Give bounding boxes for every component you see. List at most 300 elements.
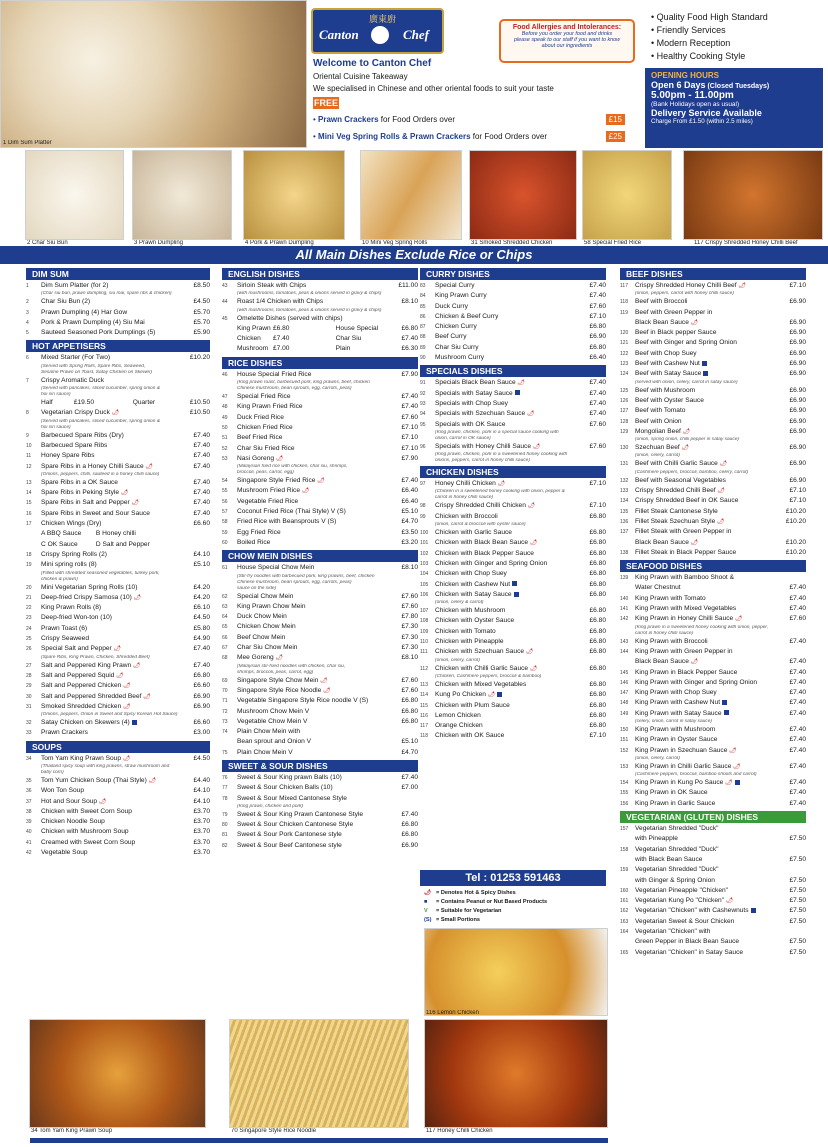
photo-honey-chilli-beef [683,150,823,240]
item-name [41,308,176,318]
item-number: 23 [26,615,32,622]
item-name-text: Spare Ribs in Sweet and Sour Sauce [41,509,150,517]
item-number: 154 [620,780,629,787]
item-name [237,592,384,602]
item-price: £7.40 [789,699,806,707]
item-price: £7.50 [789,855,806,863]
item-name [435,721,572,731]
item-name [41,441,176,451]
item-name-text: Vegetarian Kung Po "Chicken" [635,897,724,905]
menu-item [620,459,806,469]
photo-caption: 117 Honey Chilli Chicken [426,1128,493,1134]
item-price: £7.40 [589,282,606,289]
item-price: £6.90 [789,329,806,337]
photo-caption: 34 Tom Yam King Prawn Soup [31,1128,113,1134]
menu-item [26,848,210,858]
menu-item [620,834,806,844]
menu-item [620,927,806,937]
item-name [635,637,772,647]
item-name [635,657,772,667]
item-number: 77 [222,785,228,792]
item-number: 9 [26,432,29,439]
nut-icon [515,390,520,395]
item-name-text: Duck Fried Rice [237,413,284,421]
menu-item [222,643,418,653]
item-price: £7.50 [789,876,806,884]
item-name-text: Singapore Style Chow Mein [237,676,319,684]
item-name-text: King Prawn with Mixed Vegetables [635,605,737,613]
bullet-icon: • [651,51,657,61]
item-price: £6.80 [589,529,606,537]
item-name [237,696,384,706]
allergy-line-2: please speak to our staff if you want to know [513,37,621,43]
item-number: 97 [420,481,426,488]
item-number: 81 [222,832,228,839]
item-name [635,778,772,788]
item-number: 27 [26,662,32,669]
menu-item [26,817,210,827]
item-name-text: Chicken & Beef Curry [435,312,499,320]
menu-item [620,657,806,667]
menu-item [26,838,210,848]
item-price: £7.40 [789,637,806,645]
item-price: £6.80 [589,539,606,547]
item-number: 88 [420,334,426,341]
item-number: 96 [420,443,426,450]
item-name-text: Fillet Steak Cantonese Style [635,507,718,515]
dish-description: (celery, onion, carrot in satay sauce) [635,718,712,724]
menu-item [420,616,606,626]
hours-delivery-charge: Charge From £1.50 (within 2.5 miles) [651,118,753,125]
dish-description: hoi sin sauce) [41,392,71,398]
menu-item [222,281,418,291]
item-name-text: Beef with Ginger and Spring Onion [635,339,737,347]
item-name-text: Beef with Seasonal Vegetables [635,476,726,484]
chili-icon: 🌶 [715,488,725,495]
item-name [41,776,176,786]
item-name-text: Chicken with Plum Sauce [435,701,510,709]
item-name [435,690,572,700]
item-name-text: Vegetarian Shredded "Duck" [635,825,719,833]
photo-caption: 2 Char Siu Bun [27,240,68,246]
menu-item [620,604,806,614]
item-name [41,838,176,848]
menu-item [620,297,806,307]
item-name [635,762,772,772]
photo-caption: 117 Crispy Shredded Honey Chilli Beef [694,240,798,246]
item-price: £6.80 [589,722,606,730]
legend [424,889,608,925]
item-price: £6.80 [401,717,418,725]
item-number: 82 [222,842,228,849]
menu-item [26,807,210,817]
item-name [41,817,176,827]
menu-item [26,353,210,363]
menu-item [620,369,806,379]
menu-item [222,297,418,307]
item-number: 120 [620,330,629,337]
item-number: 38 [26,808,32,815]
menu-item [420,721,606,731]
menu-item [26,624,210,634]
bullet-icon: • [313,132,319,141]
item-name [635,647,806,657]
item-number: 104 [420,571,429,578]
item-number: 43 [222,283,228,289]
item-name-text: Sweet & Sour Pork Cantonese style [237,831,342,839]
item-number: 56 [222,498,228,505]
menu-item [26,728,210,738]
item-name-text: Chicken with Garlic Sauce [435,529,512,537]
menu-item [26,297,210,307]
item-name-text: Fried Rice with Beansprouts V (S) [237,518,337,526]
dish-description: (Cashmere peppers, broccoli, bamboo, celery, carrot) [635,469,749,475]
item-name-text: Salt and Peppered Chicken [41,682,122,690]
chili-icon: 🌶 [688,659,699,666]
item-name-text: Sauteed Seasoned Pork Dumplings (5) [41,329,156,337]
item-name-text: Smoked Shredded Chicken [41,702,122,710]
item-name-text: Chicken with Cashew Nut [435,580,511,588]
item-number: 4 [26,319,29,326]
quality-item: • Modern Reception [651,38,731,48]
section-heading: SOUPS [26,741,210,753]
item-number: 12 [26,463,32,470]
item-name-text: Chicken with Broccoli [435,512,498,520]
item-name-text: Sweet & Sour Beef Cantonese style [237,841,342,849]
item-number: 64 [222,614,228,621]
price-options-row [26,529,210,539]
item-price: £7.10 [789,282,806,289]
item-price: £6.80 [589,701,606,709]
nut-icon [724,710,729,715]
menu-item [620,746,806,756]
menu-item [620,573,806,583]
menu-item [620,876,806,886]
item-name-text: Vegetarian Sweet & Sour Chicken [635,917,735,925]
menu-item [222,748,418,758]
item-name [435,512,572,522]
item-name [635,937,772,947]
item-name [635,459,772,469]
dish-description: carrot in honey chilli sauce) [435,495,494,501]
item-name [237,830,384,840]
item-price: £5.80 [193,624,210,632]
item-name-text: Beef with Oyster Sauce [635,396,704,404]
item-name-text: King Prawn in Garlic Sauce [635,799,716,807]
quality-item: • Quality Food High Standard [651,12,768,22]
dish-description: (Served with Spring Rolls, Spare Ribs, Seaweed, [41,363,146,369]
item-number: 29 [26,683,32,690]
item-number: 111 [420,649,428,656]
item-number: 28 [26,672,32,679]
item-name-text: Singapore Style Fried Rice [237,477,316,485]
item-price: £3.00 [193,729,210,737]
menu-item [222,413,418,423]
item-name [41,613,176,623]
item-price: £7.60 [401,592,418,600]
item-name [41,671,176,681]
item-name [635,359,772,369]
item-name-text: Chicken Chow Mein [237,623,296,631]
photo-caption: 10 Mini Veg Spring Rolls [362,240,428,246]
chili-icon: 🌶 [141,693,151,700]
item-name [41,297,176,307]
menu-item [420,378,606,388]
item-name-text: Coconut Fried Rice (Thai Style) V (S) [237,508,346,516]
item-name-text: Specials with Chop Suey [435,399,508,407]
item-name-text: Chicken with Chop Suey [435,570,507,578]
item-price: £7.10 [789,497,806,505]
menu-item [620,678,806,688]
section-heading: DIM SUM [26,268,210,280]
item-name-text: Char Siu Chow Mein [237,644,298,652]
item-number: 121 [620,340,629,347]
chili-icon: 🌶 [524,649,534,656]
menu-item [620,583,806,593]
menu-item [420,343,606,353]
menu-item [222,314,418,324]
item-name-text: Mushroom Fried Rice [237,487,301,495]
item-name [635,527,806,537]
item-name-text: Vegetarian Shredded "Duck" [635,866,719,874]
item-number: 117 [420,723,428,730]
dish-description: hoi sin sauce) [41,424,71,430]
item-name-text: Mixed Starter (For Two) [41,354,111,362]
item-name-text: Beef Chow Mein [237,633,286,641]
item-name [237,563,384,573]
price-options-row [222,324,418,334]
item-price: £10.50 [189,409,210,417]
menu-item [420,569,606,579]
item-name-text: Mushroom Chow Mein V [237,707,310,715]
menu-item [420,353,606,363]
item-number: 76 [222,774,228,781]
item-price: £7.10 [589,732,606,740]
menu-item [26,827,210,837]
item-name [237,476,384,486]
item-name [635,583,772,593]
item-name [237,622,384,632]
section-heading: ENGLISH DISHES [222,268,418,280]
menu-item [620,359,806,369]
item-price: £7.40 [589,410,606,418]
section-heading: RICE DISHES [222,357,418,369]
menu-item [222,592,418,602]
item-number: 67 [222,645,228,652]
item-name [435,569,572,579]
item-price: £4.10 [193,797,210,805]
dish-description: (Served with pancakes, sliced cucumber, spring onion & [41,418,160,424]
menu-item [420,731,606,741]
item-number: 164 [620,929,629,936]
photo-caption: 3 Prawn Dumpling [134,240,184,246]
item-number: 46 [222,371,228,378]
chili-icon: 🌶 [315,478,325,485]
legend-item: ■ = Contains Peanut or Nut Based Products [424,899,548,905]
item-name-text: Prawn Crackers [41,729,88,737]
item-number: 25 [26,636,32,643]
item-name [635,927,806,937]
item-name [635,725,772,735]
item-number: 18 [26,551,32,558]
item-number: 149 [620,710,629,717]
item-name [635,297,772,307]
item-name [635,548,772,558]
dish-description: shrimps, broccoli, peas, carrot, egg) [237,669,314,675]
item-price: £7.40 [789,709,806,717]
item-name-text: Beef Fried Rice [237,434,283,442]
menu-item [26,462,210,472]
item-name [635,735,772,745]
item-price: £6.80 [589,711,606,719]
item-name-text: Chicken with Oyster Sauce [435,617,515,625]
item-name-text: House Special Chow Mein [237,564,315,572]
item-price: £7.40 [193,462,210,470]
item-price: £6.90 [789,476,806,484]
chili-icon: 🌶 [146,777,157,784]
item-price: £6.80 [401,707,418,715]
dish-description: (onion, celery, carrot) [635,755,680,761]
dish-description: onion, carrot in OK sauce) [435,435,491,441]
item-price: £6.80 [589,323,606,331]
item-name [237,612,384,622]
menu-item [420,501,606,511]
item-name-text: Vegetarian "Chicken" with [635,928,711,936]
item-number: 124 [620,371,629,378]
item-number: 40 [26,829,32,836]
menu-item [26,718,210,728]
item-number: 109 [420,628,429,635]
welcome-heading: Welcome to Canton Chef [313,58,432,69]
menu-item [420,627,606,637]
item-name [237,810,384,820]
item-number: 94 [420,411,426,418]
item-price: £5.10 [193,561,210,569]
item-name [237,433,384,443]
item-name [41,519,176,529]
menu-item [26,478,210,488]
dish-description: (Malaysian fried rice with chicken, char siu, shrimps, [237,464,348,470]
menu-item [420,512,606,522]
item-number: 68 [222,655,228,662]
free-offer-1: • Prawn Crackers for Food Orders over £15 [313,113,625,126]
photo-caption: 58 Special Fried Rice [584,240,642,246]
item-name [237,370,384,380]
menu-item [222,370,418,380]
tagline-1: Oriental Cuisine Takeaway [313,72,408,81]
menu-item [620,778,806,788]
item-price: £6.90 [789,370,806,378]
item-name [237,841,384,851]
item-name [635,496,772,506]
item-name [435,501,572,511]
item-name [635,476,772,486]
item-name-text: Singapore Style Rice Noodle [237,686,322,694]
item-name-text: Chicken Noodle Soup [41,818,105,826]
item-name [435,420,572,430]
price-option-text: £6.30 [401,345,418,353]
item-name [41,644,176,654]
photo-honey-chilli-chicken [424,1019,608,1128]
item-name [237,392,384,402]
item-name-text: Prawn Toast (6) [41,624,88,632]
item-name-text: Sweet & Sour Mixed Cantonese Style [237,794,347,802]
hours-days: Open 6 Days (Closed Tuesdays) [651,80,770,90]
item-name-text: Fillet Steak in Black Pepper Sauce [635,548,737,556]
item-name-text: Beef with Tomato [635,407,686,415]
item-number: 17 [26,521,32,528]
chili-icon: 🌶 [300,488,310,495]
chili-icon: 🌶 [717,461,728,468]
item-name-text: Crispy Shredded Chilli Beef [635,487,716,495]
chili-icon: 🌶 [727,747,737,754]
item-number: 62 [222,593,228,600]
item-name-text: Mini spring rolls (8) [41,561,97,569]
photo-tom-yam-soup [29,1019,206,1128]
item-name-text: Chicken Fried Rice [237,423,293,431]
chili-icon: 🌶 [723,780,733,787]
item-number: 89 [420,344,426,351]
legend-item: 🌶 = Denotes Hot & Spicy Dishes [424,890,516,896]
item-number: 119 [620,309,628,316]
item-name [635,604,772,614]
item-number: 112 [420,665,428,672]
item-price: £6.90 [789,460,806,468]
menu-item [420,312,606,322]
item-price: £6.90 [789,396,806,404]
item-name-text: Deep-fried Crispy Samosa (10) [41,593,132,601]
item-price: £11.00 [398,282,418,289]
item-name [435,538,572,548]
allergy-notice [499,19,635,63]
item-number: 15 [26,500,32,507]
item-name-text: Salt and Peppered King Prawn [41,661,132,669]
section-heading: HOT APPETISERS [26,340,210,352]
item-number: 137 [620,529,629,536]
legend-item: (S) = Small Portions [424,917,480,923]
menu-item [222,794,418,804]
price-option-text: Chicken [237,335,261,343]
item-name [635,917,772,927]
item-name-text: King Prawn in Black Pepper Sauce [635,668,738,676]
item-name [435,606,572,616]
item-price: £6.90 [789,318,806,326]
item-price: £7.30 [401,644,418,652]
item-name-text: Beef with Broccoli [635,298,688,306]
item-name [435,590,572,600]
menu-item [222,820,418,830]
item-number: 153 [620,763,629,770]
item-name-text: Beef with Mushroom [635,386,696,394]
item-name-text: Szechuan Beef [635,444,680,452]
section-heading: SWEET & SOUR DISHES [222,760,418,772]
item-name [635,486,772,496]
item-name-text: Orange Chicken [435,722,483,730]
bullet-icon: • [313,115,319,124]
section-heading: VEGETARIAN (GLUTEN) DISHES [620,811,806,823]
item-price: £6.90 [789,360,806,368]
menu-item [420,479,606,489]
item-name-text: Plain Chow Mein with [237,728,301,736]
item-number: 99 [420,513,426,520]
item-name-text: King Prawn with Satay Sauce [635,709,722,717]
item-name-text: Specials Black Bean Sauce [435,379,516,387]
item-name-text: Sweet & Sour King prawn Balls (10) [237,773,342,781]
item-price: £7.40 [789,668,806,676]
item-name [635,678,772,688]
menu-item [620,788,806,798]
item-name [41,560,176,570]
